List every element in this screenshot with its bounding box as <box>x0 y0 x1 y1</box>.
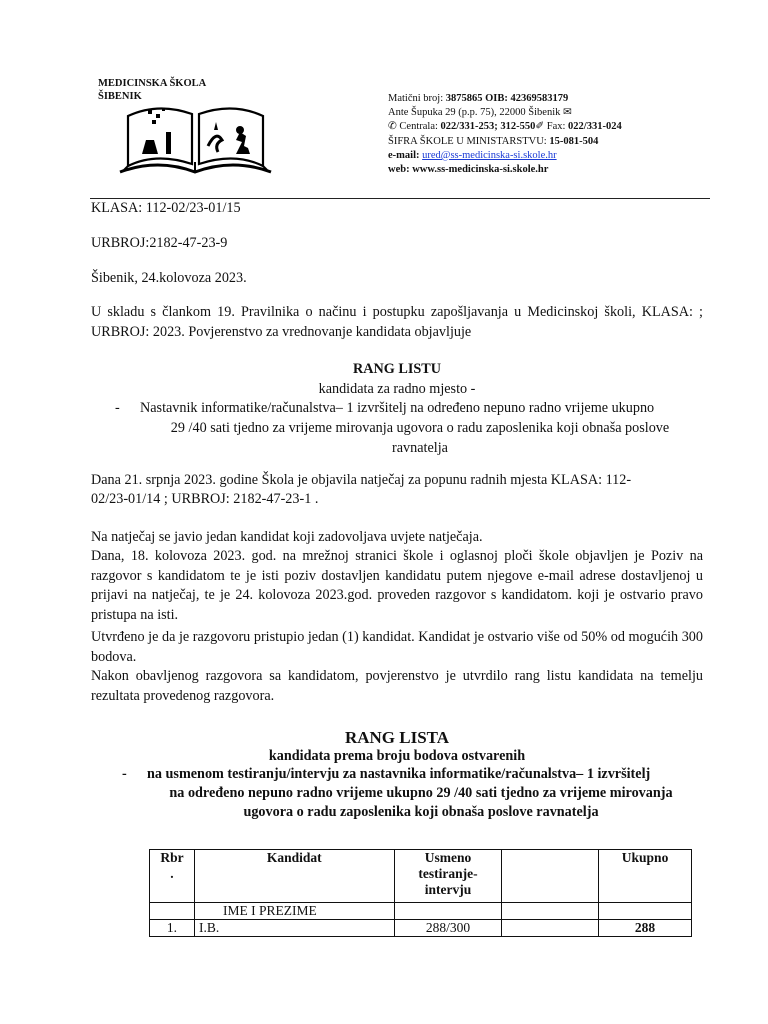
section1-bullet-dash: - <box>115 400 120 416</box>
subheader-empty-usmeno <box>394 903 502 920</box>
header-usmeno-line1: Usmeno <box>424 850 472 865</box>
table-header-row <box>150 850 692 903</box>
header-ukupno: Ukupno <box>599 850 692 903</box>
address-line: Ante Šupuka 29 (p.p. 75), 22000 Šibenik ✉ <box>388 107 572 119</box>
intro-paragraph: U skladu s člankom 19. Pravilnika o načinu i postupku zapošljavanja u Medicinskoj školi, KLASA: ; URBROJ: 2023. Povjerenstvo za vrednovanje kandidata objavljuje <box>91 304 703 340</box>
klasa: KLASA: 112-02/23-01/15 <box>91 200 241 216</box>
header-usmeno-line3: intervju <box>424 882 472 897</box>
section1-title: RANG LISTU <box>353 361 441 377</box>
header-usmeno-line2: testiranje- <box>418 866 478 881</box>
section1-bullet-line3: ravnatelja <box>392 440 448 456</box>
email-label: e-mail: <box>388 149 423 161</box>
fax-value: 022/331-024 <box>568 121 622 133</box>
maticni-label: Matični broj: <box>388 93 446 104</box>
header-rbr <box>150 850 195 903</box>
subheader-empty-blank <box>502 903 599 920</box>
maticni-value: 3875865 OIB: 42369583179 <box>445 93 569 104</box>
sifra-label: ŠIFRA ŠKOLE U MINISTARSTVU: <box>388 135 550 147</box>
section2-subtitle: kandidata prema broju bodova ostvarenih <box>268 748 526 764</box>
row-rbr: 1. <box>150 920 195 937</box>
natjecaj-line1: Dana 21. srpnja 2023. godine Škola je objavila natječaj za popunu radnih mjesta KLASA: 112- <box>91 472 632 488</box>
body-paragraph-3: Utvrđeno je da je razgovoru pristupio jedan (1) kandidat. Kandidat je ostvario više od 50% od mogućih 300 bodova. <box>91 629 703 665</box>
contact-block <box>388 92 622 177</box>
school-name-line2: ŠIBENIK <box>98 91 142 102</box>
section2-bullet-dash: - <box>122 766 127 782</box>
natjecaj-line2: 02/23-01/14 ; URBROJ: 2182-47-23-1 . <box>91 491 319 507</box>
header-kandidat: Kandidat <box>194 850 394 903</box>
section1-subtitle: kandidata za radno mjesto - <box>318 381 476 397</box>
section2-bullet-line1: na usmenom testiranju/intervju za nastavnika informatike/računalstva– 1 izvršitelj <box>147 766 651 782</box>
maticni-line <box>388 92 622 106</box>
body-paragraph-4: Nakon obavljenog razgovora sa kandidatom, povjerenstvo je utvrdilo rang listu kandidata na temelju rezultata provedenog razgovora. <box>91 668 703 704</box>
section2-bullet-line2: na određeno nepuno radno vrijeme ukupno 29 /40 sati tjedno za vrijeme mirovanja <box>169 785 673 801</box>
section1-bullet-line1: Nastavnik informatike/računalstva– 1 izvršitelj na određeno nepuno radno vrijeme ukupno <box>140 400 655 416</box>
subheader-ime-prezime: IME I PREZIME <box>194 903 394 920</box>
fax-label: ✐ Fax: <box>535 121 569 133</box>
sifra-line <box>388 135 622 149</box>
section2-title: RANG LISTA <box>344 728 450 747</box>
header-divider <box>90 198 710 199</box>
section2-bullet-line3: ugovora o radu zaposlenika koji obnaša poslove ravnatelja <box>243 804 599 820</box>
school-name-line1: MEDICINSKA ŠKOLA <box>98 78 207 89</box>
subheader-empty-rbr <box>150 903 195 920</box>
centrala-label: ✆ Centrala: <box>388 121 441 133</box>
centrala-value: 022/331-253; 312-550 <box>440 121 536 133</box>
body-paragraph-2: Dana, 18. kolovoza 2023. god. na mrežnoj stranici škole i oglasnoj ploči škole objavljen je Poziv na razgovor s kandidatom te je isti poziv dostavljen kandidatu putem njegove e-mail adrese dostavljenoj u prijavi na natječaj, te je 24. kolovoza 2023.god. proveden razgovor s kandidatom. koji je ostvario pravo pristupa na isti. <box>91 548 703 623</box>
section1-bullet-line2: 29 /40 sati tjedno za vrijeme mirovanja ugovora o radu zaposlenika koji obnaša poslove <box>170 420 670 436</box>
web-line <box>388 163 622 177</box>
email-line <box>388 149 622 163</box>
row-total: 288 <box>599 920 692 937</box>
table-subheader-row <box>150 903 692 920</box>
school-logo-book-icon <box>118 100 273 175</box>
header-usmeno <box>394 850 502 903</box>
place-date: Šibenik, 24.kolovoza 2023. <box>91 270 247 286</box>
email-link[interactable]: ured@ss-medicinska-si.skole.hr <box>422 149 557 161</box>
urbroj: URBROJ:2182-47-23-9 <box>91 235 228 251</box>
table-row <box>150 920 692 937</box>
subheader-empty-ukupno <box>599 903 692 920</box>
body-paragraph-1: Na natječaj se javio jedan kandidat koji zadovoljava uvjete natječaja. <box>91 529 483 545</box>
ranking-table <box>149 849 692 937</box>
row-blank <box>502 920 599 937</box>
web-link[interactable]: web: www.ss-medicinska-si.skole.hr <box>388 164 549 176</box>
header-rbr-line1: Rbr <box>160 850 184 865</box>
row-score: 288/300 <box>394 920 502 937</box>
header-empty <box>502 850 599 903</box>
row-name: I.B. <box>194 920 394 937</box>
phone-line <box>388 120 622 134</box>
header-rbr-line2: . <box>170 866 174 881</box>
sifra-value: 15-081-504 <box>549 135 599 147</box>
